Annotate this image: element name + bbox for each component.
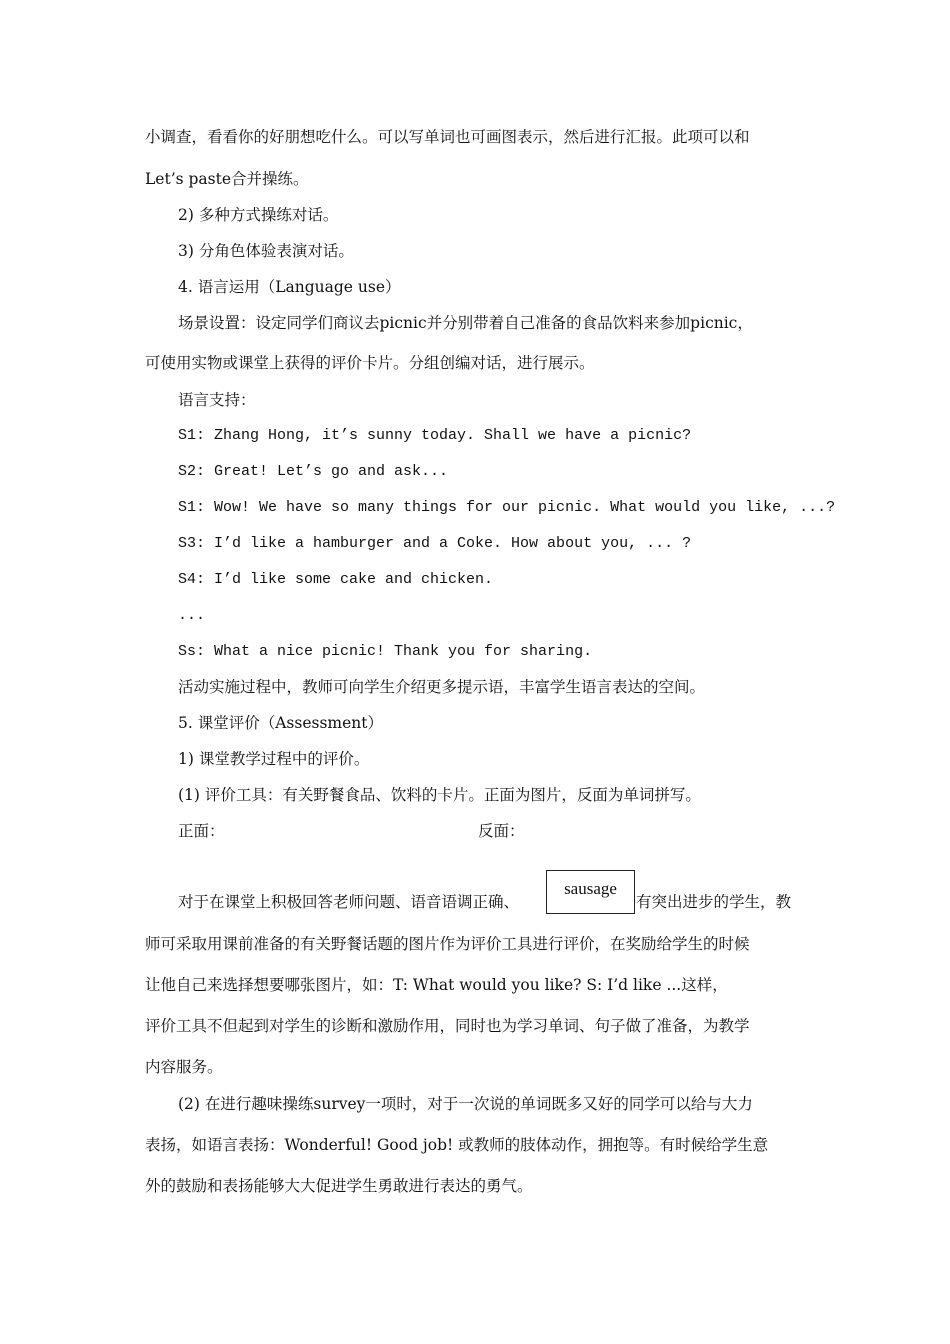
paragraph-line: 外的鼓励和表扬能够大大促进学生勇敢进行表达的勇气。 (145, 1177, 533, 1195)
card-front-label: 正面： (178, 822, 225, 840)
dialogue-line: S3: I’d like a hamburger and a Coke. How about you, ... ? (178, 535, 692, 552)
paragraph-line: 有突出进步的学生，教 (636, 893, 792, 911)
section-heading: 5. 课堂评价（Assessment） (178, 714, 383, 732)
list-item: 3) 分角色体验表演对话。 (178, 242, 354, 260)
paragraph-line: 语言支持： (178, 391, 256, 409)
paragraph-line: 评价工具不但起到对学生的诊断和激励作用，同时也为学习单词、句子做了准备，为教学 (145, 1017, 750, 1035)
paragraph-line: 让他自己来选择想要哪张图片，如：T: What would you like? S: I’d like ...这样， (145, 976, 728, 994)
word-card-text: sausage (564, 879, 617, 898)
paragraph-line: 表扬，如语言表扬：Wonderful! Good job! 或教师的肢体动作，拥抱等。有时候给学生意 (145, 1136, 769, 1154)
paragraph-line: 小调查，看看你的好朋想吃什么。可以写单词也可画图表示，然后进行汇报。此项可以和 (145, 128, 750, 146)
paragraph-line: 内容服务。 (145, 1058, 223, 1076)
paragraph-line: 对于在课堂上积极回答老师问题、语音语调正确、 (178, 893, 520, 911)
dialogue-line: S4: I’d like some cake and chicken. (178, 571, 494, 588)
word-card (546, 870, 635, 914)
dialogue-line: S2: Great! Let’s go and ask... (178, 463, 449, 480)
paragraph-line: Let’s paste合并操练。 (145, 170, 309, 188)
list-item: 2) 多种方式操练对话。 (178, 206, 339, 224)
paragraph-line: 可使用实物或课堂上获得的评价卡片。分组创编对话，进行展示。 (145, 354, 595, 372)
dialogue-line: S1: Zhang Hong, it’s sunny today. Shall we have a picnic? (178, 427, 692, 444)
list-item: (1) 评价工具：有关野餐食品、饮料的卡片。正面为图片，反面为单词拼写。 (178, 786, 701, 804)
dialogue-line: ... (178, 607, 206, 624)
list-item: 1) 课堂教学过程中的评价。 (178, 750, 370, 768)
dialogue-line: Ss: What a nice picnic! Thank you for sharing. (178, 643, 593, 660)
paragraph-line: 师可采取用课前准备的有关野餐话题的图片作为评价工具进行评价，在奖励给学生的时候 (145, 935, 750, 953)
paragraph-line: (2) 在进行趣味操练survey一项时，对于一次说的单词既多又好的同学可以给与大力 (178, 1095, 753, 1113)
card-back-label: 反面： (478, 822, 525, 840)
section-heading: 4. 语言运用（Language use） (178, 278, 401, 296)
paragraph-line: 场景设置：设定同学们商议去picnic并分别带着自己准备的食品饮料来参加picnic， (178, 314, 753, 332)
paragraph-line: 活动实施过程中，教师可向学生介绍更多提示语，丰富学生语言表达的空间。 (178, 678, 706, 696)
dialogue-line: S1: Wow! We have so many things for our picnic. What would you like, ...? (178, 499, 836, 516)
